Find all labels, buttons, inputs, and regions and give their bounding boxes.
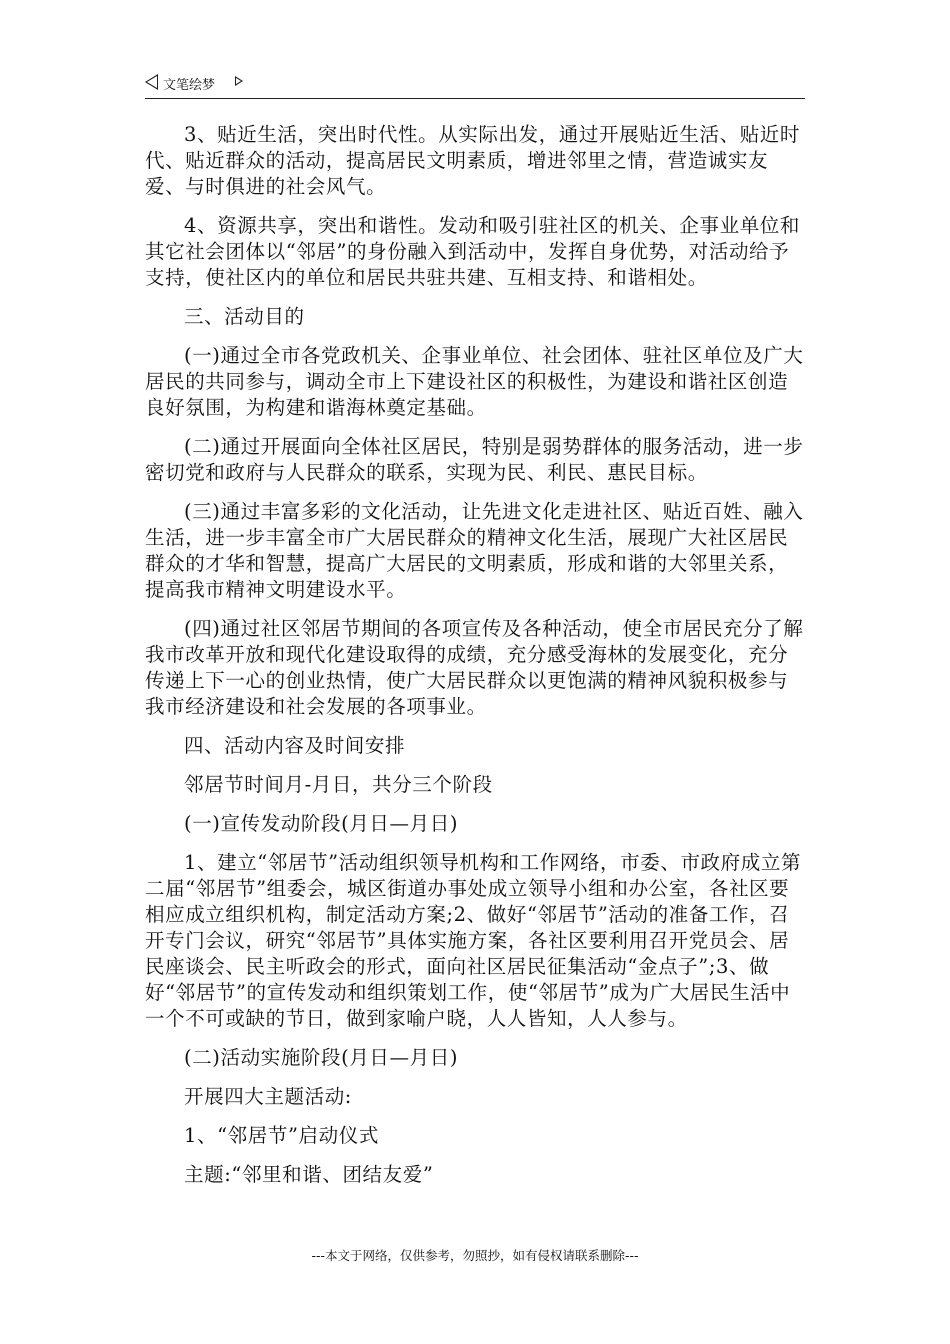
paragraph: 1、建立“邻居节”活动组织领导机构和工作网络，市委、市政府成立第二届“邻居节”组委会，城区街道办事处成立领导小组和办公室，各社区要相应成立组织机构，制定活动方案;2、做好“邻居节”活动的准备工作，召开专门会议，研究“邻居节”具体实施方案，各社区要利用召开党员会、居民座谈会、民主听政会的形式，面向社区居民征集活动“金点子”;3、做好“邻居节”的宣传发动和组织策划工作，使“邻居节”成为广大居民生活中一个不可或缺的节日，做到家喻户晓，人人皆知，人人参与。 [145,851,802,1030]
paragraph: (四)通过社区邻居节期间的各项宣传及各种活动，使全市居民充分了解我市改革开放和现代化建设取得的成绩，充分感受海林的发展变化，充分传递上下一心的创业热情，使广大居民群众以更饱满的精神风貌积极参与我市经济建设和社会发展的各项事业。 [145,617,804,718]
header-brand: 文笔绘梦 [163,78,216,93]
triangle-right-icon [235,76,243,86]
paragraph: 4、资源共享，突出和谐性。发动和吸引驻社区的机关、企事业单位和其它社会团体以“邻居”的身份融入到活动中，发挥自身优势，对活动给予支持，使社区内的单位和居民共驻共建、互相支持、和谐相处。 [145,214,801,289]
page-footer: ---本文于网络，仅供参考，勿照抄，如有侵权请联系删除--- [311,1248,639,1263]
paragraph: 邻居节时间月-月日，共分三个阶段 [184,773,493,796]
document-body [145,122,807,1201]
paragraph: 开展四大主题活动: [184,1085,352,1108]
paragraph: 1、“邻居节”启动仪式 [184,1124,379,1147]
subsection-heading: (一)宣传发动阶段(月日—月日) [184,812,459,835]
section-heading: 四、活动内容及时间安排 [184,734,406,757]
paragraph: (三)通过丰富多彩的文化活动，让先进文化走进社区、贴近百姓、融入生活，进一步丰富全市广大居民群众的精神文化生活，展现广大社区居民群众的才华和智慧，提高广大居民的文明素质，形成和谐的大邻里关系，提高我市精神文明建设水平。 [145,500,804,601]
subsection-heading: (二)活动实施阶段(月日—月日) [184,1046,459,1069]
paragraph: (一)通过全市各党政机关、企事业单位、社会团体、驻社区单位及广大居民的共同参与，调动全市上下建设社区的积极性，为建设和谐社区创造良好氛围，为构建和谐海林奠定基础。 [145,344,804,419]
paragraph: 3、贴近生活，突出时代性。从实际出发，通过开展贴近生活、贴近时代、贴近群众的活动，提高居民文明素质，增进邻里之情，营造诚实友爱、与时俱进的社会风气。 [145,123,801,198]
paragraph: (二)通过开展面向全体社区居民，特别是弱势群体的服务活动，进一步密切党和政府与人民群众的联系，实现为民、利民、惠民目标。 [145,435,804,484]
page-header [145,72,805,99]
paragraph: 主题:“邻里和谐、团结友爱” [184,1163,434,1186]
triangle-left-icon [145,74,158,90]
section-heading: 三、活动目的 [184,305,305,328]
